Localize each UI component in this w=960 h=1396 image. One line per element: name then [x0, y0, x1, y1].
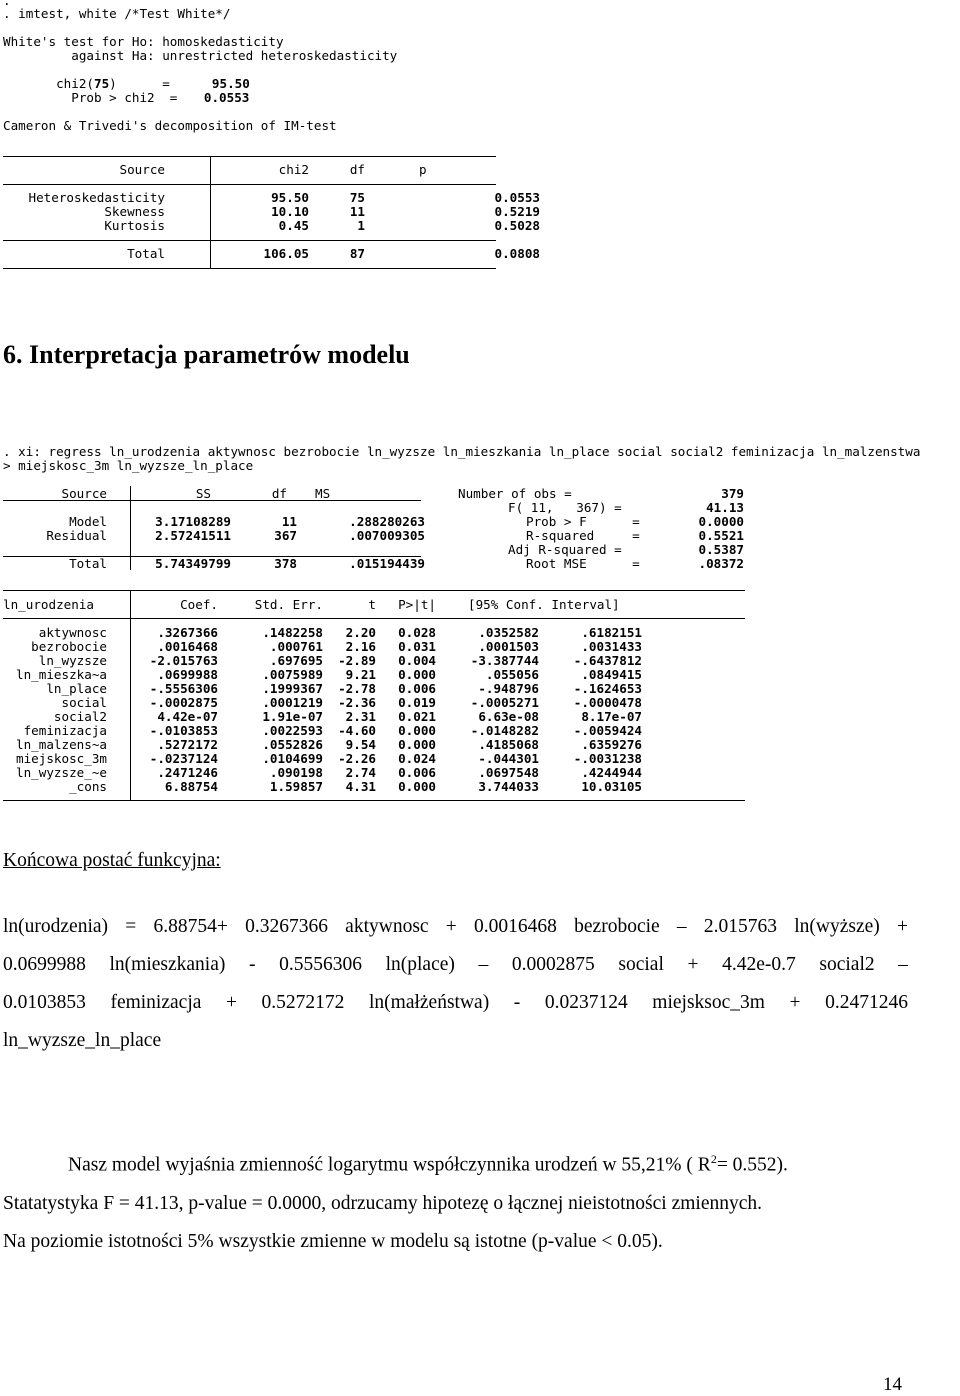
coef-cell: .0075989: [262, 667, 323, 682]
coef-cell: 0.021: [398, 709, 436, 724]
table-row-total: Total 5.74349799 378 .015194439: [69, 556, 425, 571]
coef-cell: -.0148282: [470, 723, 539, 738]
coef-cell: .0104699: [262, 751, 323, 766]
coef-cell: .0552826: [262, 737, 323, 752]
equation-line: ln(urodzenia) = 6.88754+ 0.3267366 aktywnosc + 0.0016468 bezrobocie – 2.015763 ln(wyższe) +: [3, 916, 908, 937]
stat-row: Number of obs = 379: [458, 486, 744, 501]
coef-row: [3, 668, 642, 682]
variable-name: social: [61, 695, 107, 710]
coef-cell: .1999367: [262, 681, 323, 696]
coef-cell: -2.78: [338, 681, 376, 696]
coef-cell: 0.004: [398, 653, 436, 668]
coef-cell: -.0002875: [149, 695, 218, 710]
variable-name: ln_wyzsze: [38, 653, 107, 668]
regression-stats: [458, 487, 744, 571]
coef-row: [3, 710, 642, 724]
coef-cell: .0016468: [157, 639, 218, 654]
coef-cell: .2471246: [157, 765, 218, 780]
coef-row: [3, 696, 642, 710]
section-title: 6. Interpretacja parametrów modelu: [3, 340, 410, 369]
table-row-total: Total 106.05 87 0.0808: [127, 246, 540, 261]
coef-cell: .4244944: [581, 765, 642, 780]
coef-cell: 9.21: [345, 667, 376, 682]
im-table-top-rule: [3, 156, 496, 157]
variable-name: ln_place: [46, 681, 107, 696]
variable-name: bezrobocie: [31, 639, 107, 654]
white-test-h0: White's test for Ho: homoskedasticity: [3, 34, 284, 49]
coef-cell: 2.16: [345, 639, 376, 654]
variable-name: social2: [53, 709, 107, 724]
coef-cell: 2.20: [345, 625, 376, 640]
coef-cell: -3.387744: [470, 653, 539, 668]
table-row: Skewness 10.10 11 0.5219: [104, 204, 540, 219]
coef-cell: .090198: [269, 765, 323, 780]
coef-cell: -.0000478: [573, 695, 642, 710]
coef-cell: 10.03105: [581, 779, 642, 794]
coef-cell: .4185068: [478, 737, 539, 752]
final-form-heading: Końcowa postać funkcyjna:: [3, 850, 221, 871]
table-row: Residual 2.57241511 367 .007009305: [46, 528, 425, 543]
variable-name: aktywnosc: [38, 625, 107, 640]
regress-command-continued: > miejskosc_3m ln_wyzsze_ln_place: [3, 458, 254, 473]
coef-cell: .0001219: [262, 695, 323, 710]
coef-cell: -.0005271: [470, 695, 539, 710]
coef-cell: .0699988: [157, 667, 218, 682]
coef-cell: -.0103853: [149, 723, 218, 738]
coef-row: [3, 752, 642, 766]
coef-cell: -.6437812: [573, 653, 642, 668]
variable-name: ln_mieszka~a: [16, 667, 107, 682]
final-form-equation: [3, 908, 908, 1060]
coef-cell: 6.88754: [164, 779, 218, 794]
coef-cell: .0352582: [478, 625, 539, 640]
coef-cell: .000761: [269, 639, 323, 654]
coef-cell: .5272172: [157, 737, 218, 752]
table-row: Kurtosis 0.45 1 0.5028: [104, 218, 540, 233]
variable-name: _cons: [69, 779, 107, 794]
coef-cell: -2.26: [338, 751, 376, 766]
coef-cell: 0.000: [398, 779, 436, 794]
table-row: Model 3.17108289 11 .288280263: [69, 514, 425, 529]
coef-cell: .0849415: [581, 667, 642, 682]
coef-cell: 0.006: [398, 765, 436, 780]
stat-row: Adj R-squared = 0.5387: [508, 542, 744, 557]
conclusion: [3, 1140, 908, 1261]
equation-line: ln_wyzsze_ln_place: [3, 1030, 162, 1051]
coef-cell: 2.74: [345, 765, 376, 780]
coef-cell: 4.42e-07: [157, 709, 218, 724]
coef-cell: -.0059424: [573, 723, 642, 738]
table-row: Heteroskedasticity 95.50 75 0.0553: [28, 190, 540, 205]
coef-row: [3, 640, 642, 654]
coefficients-table: [3, 598, 777, 626]
coef-header: ln_urodzenia Coef. Std. Err. t P>|t| [95% Conf. Interval]: [3, 597, 620, 612]
coef-cell: -.0031238: [573, 751, 642, 766]
coef-cell: 0.028: [398, 625, 436, 640]
chi2-value: 95.50: [211, 76, 250, 91]
coef-row: [3, 682, 642, 696]
coef-row: [3, 654, 642, 668]
coef-cell: 2.31: [345, 709, 376, 724]
anova-table: [3, 487, 425, 571]
stat-row: Root MSE = .08372: [526, 556, 744, 571]
coefficients-body: [3, 626, 642, 794]
coef-cell: -.1624653: [573, 681, 642, 696]
coef-cell: 0.000: [398, 723, 436, 738]
im-test-table: [3, 163, 540, 261]
prob-value: 0.0553: [203, 90, 250, 105]
coef-cell: -.948796: [478, 681, 539, 696]
white-test-ha: against Ha: unrestricted heteroskedasticity: [3, 48, 398, 63]
coef-cell: 0.024: [398, 751, 436, 766]
chi2-line: chi2(75) = 95.50: [3, 76, 250, 91]
conclusion-line-significance: Na poziomie istotności 5% wszystkie zmienne w modelu są istotne (p-value < 0.05).: [3, 1230, 663, 1252]
coef-row: [3, 766, 642, 780]
leading-dot: .: [3, 0, 11, 8]
coef-row: [3, 738, 642, 752]
variable-name: ln_malzens~a: [16, 737, 107, 752]
coef-cell: 0.031: [398, 639, 436, 654]
coef-cell: 3.744033: [478, 779, 539, 794]
stat-row: R-squared = 0.5521: [526, 528, 744, 543]
variable-name: ln_wyzsze_~e: [16, 765, 107, 780]
coef-cell: .0031433: [581, 639, 642, 654]
coef-cell: 8.17e-07: [581, 709, 642, 724]
coef-cell: 0.000: [398, 667, 436, 682]
regress-command: . xi: regress ln_urodzenia aktywnosc bezrobocie ln_wyzsze ln_mieszkania ln_place social social2 feminizacja ln_malzenstwa: [3, 444, 921, 459]
coef-row: [3, 780, 642, 794]
coef-cell: .055056: [485, 667, 539, 682]
decomposition-title: Cameron & Trivedi's decomposition of IM-test: [3, 118, 337, 133]
im-table-bottom-rule: [3, 268, 496, 269]
coef-table-top-rule: [3, 590, 745, 591]
imtest-command: . imtest, white /*Test White*/: [3, 6, 231, 21]
coef-cell: 0.019: [398, 695, 436, 710]
coef-cell: 9.54: [345, 737, 376, 752]
variable-name: feminizacja: [23, 723, 107, 738]
coef-row: [3, 626, 642, 640]
coef-cell: -2.89: [338, 653, 376, 668]
coef-cell: 0.006: [398, 681, 436, 696]
coef-table-bottom-rule: [3, 800, 745, 801]
conclusion-line-f: Statatystyka F = 41.13, p-value = 0.0000, odrzucamy hipotezę o łącznej nieistotności zmiennych.: [3, 1192, 763, 1214]
coef-cell: .6359276: [581, 737, 642, 752]
equation-line: 0.0103853 feminizacja + 0.5272172 ln(małżeństwa) - 0.0237124 miejsksoc_3m + 0.2471246: [3, 992, 908, 1013]
stat-row: F( 11, 367) = 41.13: [508, 500, 744, 515]
coef-cell: -.0237124: [149, 751, 218, 766]
coef-cell: .3267366: [157, 625, 218, 640]
coef-cell: 6.63e-08: [478, 709, 539, 724]
coef-cell: .0697548: [478, 765, 539, 780]
coef-row: [3, 724, 642, 738]
coef-cell: -.044301: [478, 751, 539, 766]
prob-line: Prob > chi2 = 0.0553: [3, 90, 250, 105]
coef-cell: .6182151: [581, 625, 642, 640]
conclusion-line-r2: Nasz model wyjaśnia zmienność logarytmu współczynnika urodzeń w 55,21% ( $R^2= 0.552$).: [68, 1152, 788, 1176]
stat-row: Prob > F = 0.0000: [526, 514, 744, 529]
coef-cell: -2.015763: [149, 653, 218, 668]
anova-header: Source SS df MS: [61, 486, 331, 501]
coef-cell: -2.36: [338, 695, 376, 710]
coef-cell: -.5556306: [149, 681, 218, 696]
coef-cell: .0022593: [262, 723, 323, 738]
variable-name: miejskosc_3m: [16, 751, 107, 766]
equation-line: 0.0699988 ln(mieszkania) - 0.5556306 ln(place) – 0.0002875 social + 4.42e-0.7 social2 –: [3, 954, 908, 975]
coef-cell: .697695: [269, 653, 323, 668]
coef-cell: .0001503: [478, 639, 539, 654]
coef-cell: 0.000: [398, 737, 436, 752]
coef-cell: -4.60: [338, 723, 376, 738]
page-number: 14: [883, 1374, 902, 1395]
coef-cell: 4.31: [345, 779, 376, 794]
coef-cell: 1.91e-07: [262, 709, 323, 724]
coef-cell: .1482258: [262, 625, 323, 640]
coef-cell: 1.59857: [269, 779, 323, 794]
im-table-header: Source chi2 df p: [119, 162, 427, 177]
